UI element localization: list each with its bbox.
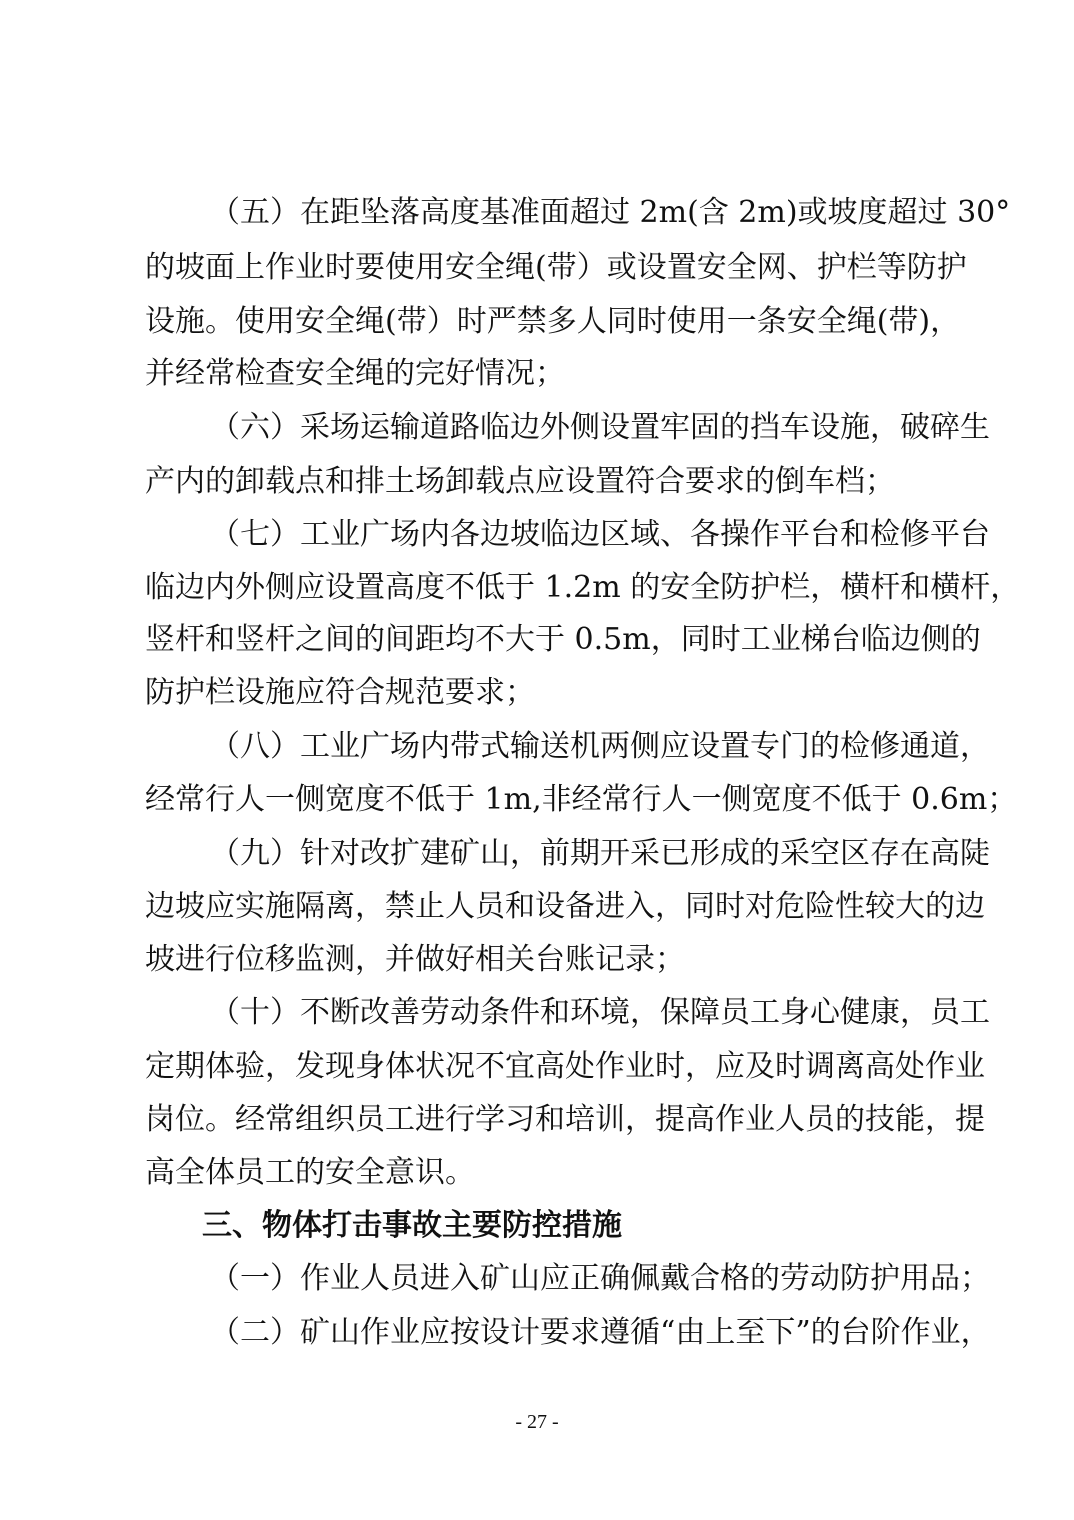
paragraph-line: 产内的卸载点和排土场卸载点应设置符合要求的倒车档； xyxy=(145,464,895,499)
paragraph-line: 临边内外侧应设置高度不低于 1.2m 的安全防护栏，横杆和横杆， xyxy=(145,570,1021,605)
paragraph-line: 的坡面上作业时要使用安全绳(带）或设置安全网、护栏等防护 xyxy=(145,250,967,285)
paragraph-line: 经常行人一侧宽度不低于 1m,非经常行人一侧宽度不低于 0.6m； xyxy=(145,782,1018,817)
paragraph-line: 高全体员工的安全意识。 xyxy=(145,1155,475,1190)
paragraph-line: 设施。使用安全绳(带）时严禁多人同时使用一条安全绳(带)， xyxy=(145,304,961,339)
paragraph-line: 并经常检查安全绳的完好情况； xyxy=(145,356,565,391)
paragraph-line: （七）工业广场内各边坡临边区域、各操作平台和检修平台 xyxy=(210,517,990,552)
paragraph-line: （二）矿山作业应按设计要求遵循“由上至下”的台阶作业， xyxy=(210,1315,991,1350)
paragraph-line: （一）作业人员进入矿山应正确佩戴合格的劳动防护用品； xyxy=(210,1261,990,1296)
paragraph-line: （八）工业广场内带式输送机两侧应设置专门的检修通道， xyxy=(210,729,990,764)
paragraph-line: 防护栏设施应符合规范要求； xyxy=(145,675,535,710)
page-number: - 27 - xyxy=(515,1411,559,1433)
paragraph-line: （五）在距坠落高度基准面超过 2m(含 2m)或坡度超过 30° xyxy=(210,195,1011,230)
paragraph-line: （九）针对改扩建矿山，前期开采已形成的采空区存在高陡 xyxy=(210,836,990,871)
paragraph-line: 岗位。经常组织员工进行学习和培训，提高作业人员的技能，提 xyxy=(145,1102,985,1137)
paragraph-line: （十）不断改善劳动条件和环境，保障员工身心健康，员工 xyxy=(210,995,990,1030)
paragraph-line: （六）采场运输道路临边外侧设置牢固的挡车设施，破碎生 xyxy=(210,410,990,445)
section-heading: 三、物体打击事故主要防控措施 xyxy=(202,1208,622,1243)
paragraph-line: 边坡应实施隔离，禁止人员和设备进入，同时对危险性较大的边 xyxy=(145,889,985,924)
paragraph-line: 定期体验，发现身体状况不宜高处作业时，应及时调离高处作业 xyxy=(145,1049,985,1084)
paragraph-line: 坡进行位移监测，并做好相关台账记录； xyxy=(145,942,685,977)
paragraph-line: 竖杆和竖杆之间的间距均不大于 0.5m，同时工业梯台临边侧的 xyxy=(145,622,981,657)
